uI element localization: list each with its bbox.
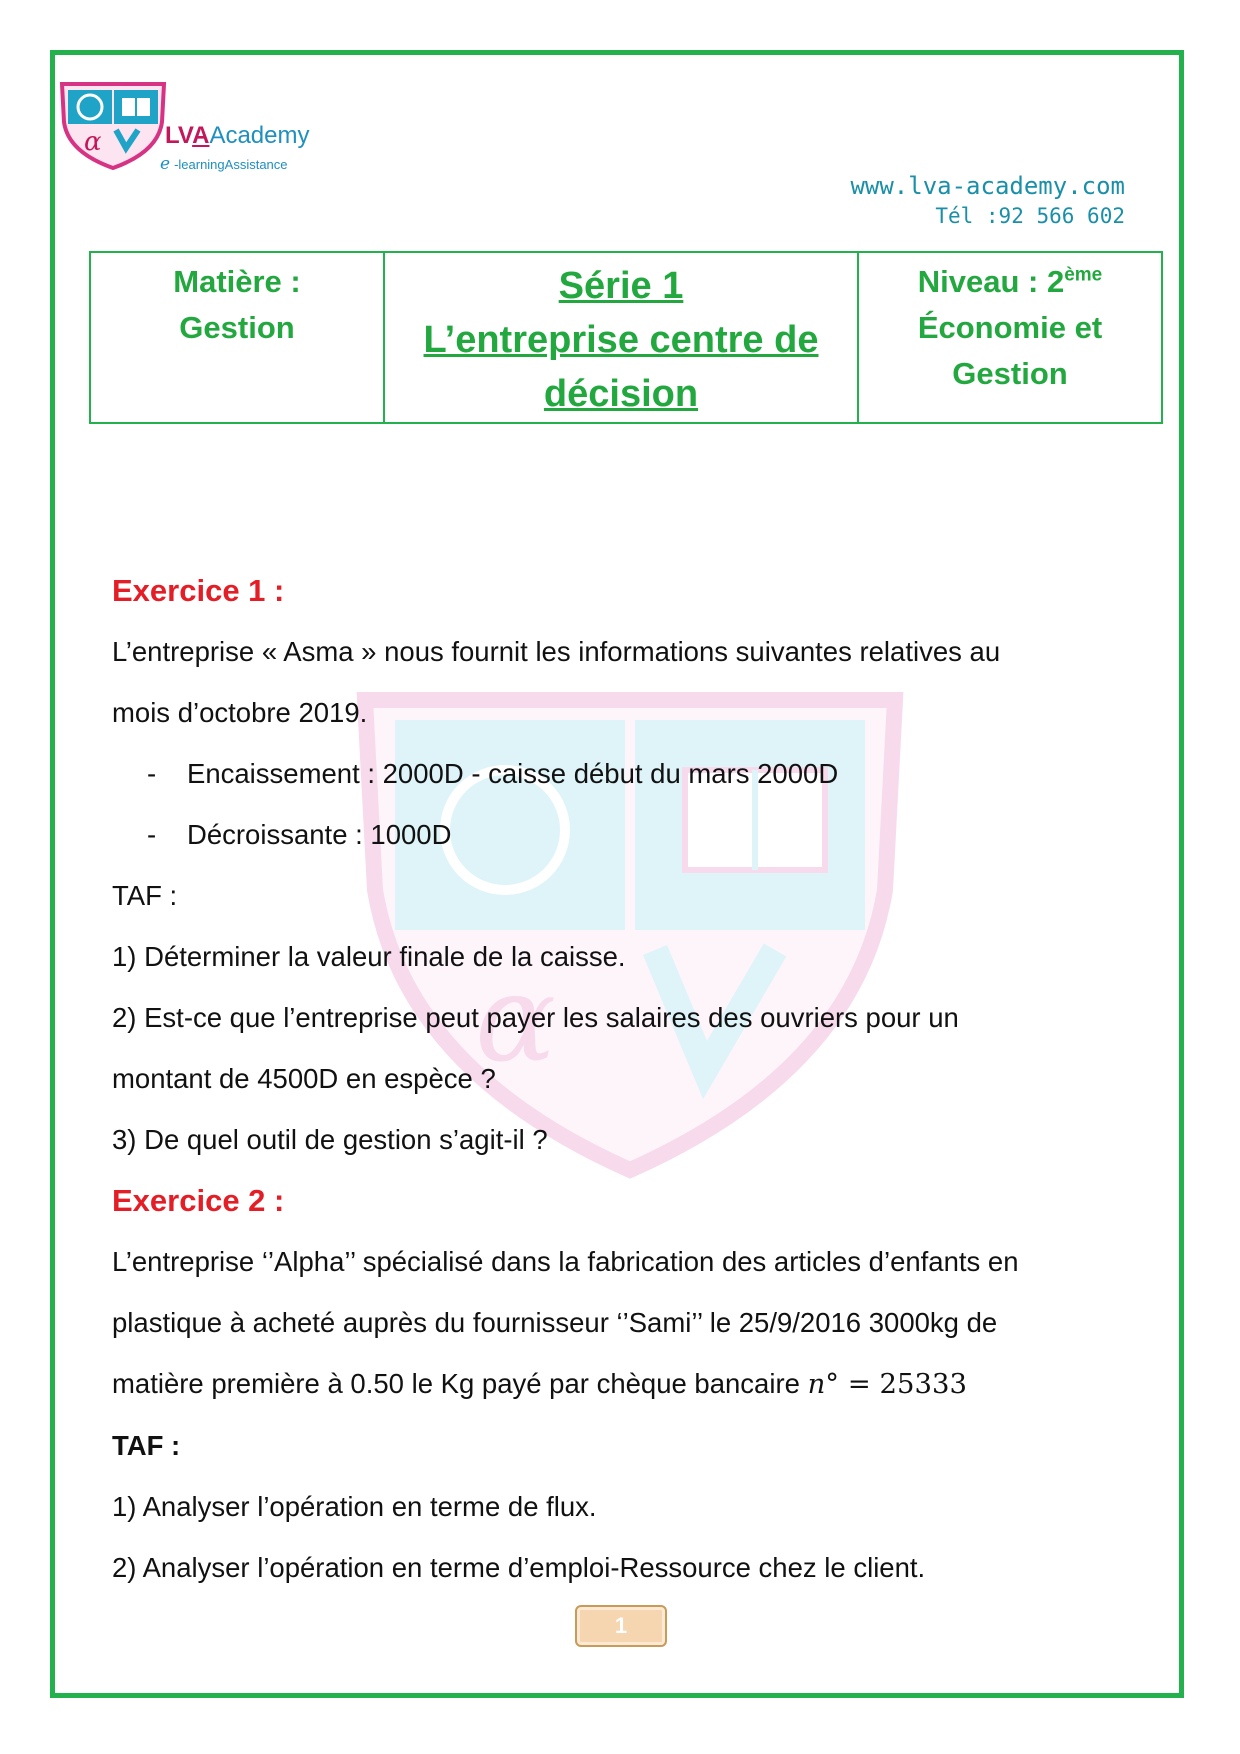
exercise-2-question-1: 1) Analyser l’opération en terme de flux.	[112, 1491, 597, 1522]
exercise-1-taf: TAF :	[112, 880, 178, 911]
exercise-1-bullet: - Encaissement : 2000D - caisse début du mars 2000D	[147, 758, 839, 789]
level-line-3: Gestion	[952, 356, 1068, 391]
subject-value: Gestion	[179, 310, 295, 345]
exercise-1-question-3: 3) De quel outil de gestion s’agit-il ?	[112, 1124, 548, 1155]
series-cell	[384, 252, 858, 423]
exercise-2-line-1: L’entreprise ‘’Alpha’’ spécialisé dans la fabrication des articles d’enfants en	[112, 1246, 1019, 1277]
exercise-content	[112, 560, 1132, 1598]
exercise-2-title: Exercice 2 :	[112, 1183, 285, 1218]
exercise-1-bullet: - Décroissante : 1000D	[147, 819, 452, 850]
exercise-2-line-2: plastique à acheté auprès du fournisseur ‘’Sami’’ le 25/9/2016 3000kg de	[112, 1307, 998, 1338]
subject-label: Matière :	[173, 264, 301, 299]
series-title: Série 1	[558, 265, 684, 307]
phone-number: Tél :92 566 602	[935, 204, 1125, 228]
exercise-1-question-2-line-1: 2) Est-ce que l’entreprise peut payer les salaires des ouvriers pour un	[112, 1002, 959, 1033]
page-number: 1	[575, 1605, 667, 1647]
subject-cell	[90, 252, 384, 423]
level-cell	[858, 252, 1162, 423]
exercise-1-intro-line-2: mois d’octobre 2019.	[112, 697, 368, 728]
svg-text:α: α	[475, 950, 557, 1089]
exercise-1-question-1: 1) Déterminer la valeur finale de la caisse.	[112, 941, 626, 972]
exercise-1-question-2-line-2: montant de 4500D en espèce ?	[112, 1063, 496, 1094]
topic-line-1: L’entreprise centre de	[423, 319, 819, 361]
brand-name: LVAAcademy	[165, 122, 310, 149]
exercise-2-question-2: 2) Analyser l’opération en terme d’emploi-Ressource chez le client.	[112, 1552, 926, 1583]
exercise-1-title: Exercice 1 :	[112, 573, 285, 608]
exercise-2-line-3: matière première à 0.50 le Kg payé par chèque bancaire 𝑛° = 25333	[112, 1368, 968, 1400]
title-table	[89, 251, 1163, 424]
level-label: Niveau : 2ème	[917, 264, 1103, 299]
lva-academy-logo-icon	[58, 78, 168, 170]
cheque-number: 𝑛° = 25333	[807, 1368, 968, 1400]
exercise-1-intro-line-1: L’entreprise « Asma » nous fournit les informations suivantes relatives au	[112, 636, 1001, 667]
contact-info	[850, 172, 1125, 228]
svg-text:α: α	[84, 127, 102, 157]
website-link[interactable]: www.lva-academy.com	[850, 172, 1125, 200]
exercise-2-taf: TAF :	[112, 1430, 181, 1461]
level-line-2: Économie et	[917, 310, 1103, 345]
topic-line-2: décision	[543, 373, 699, 415]
brand-tagline: e -learningAssistance	[160, 154, 288, 174]
